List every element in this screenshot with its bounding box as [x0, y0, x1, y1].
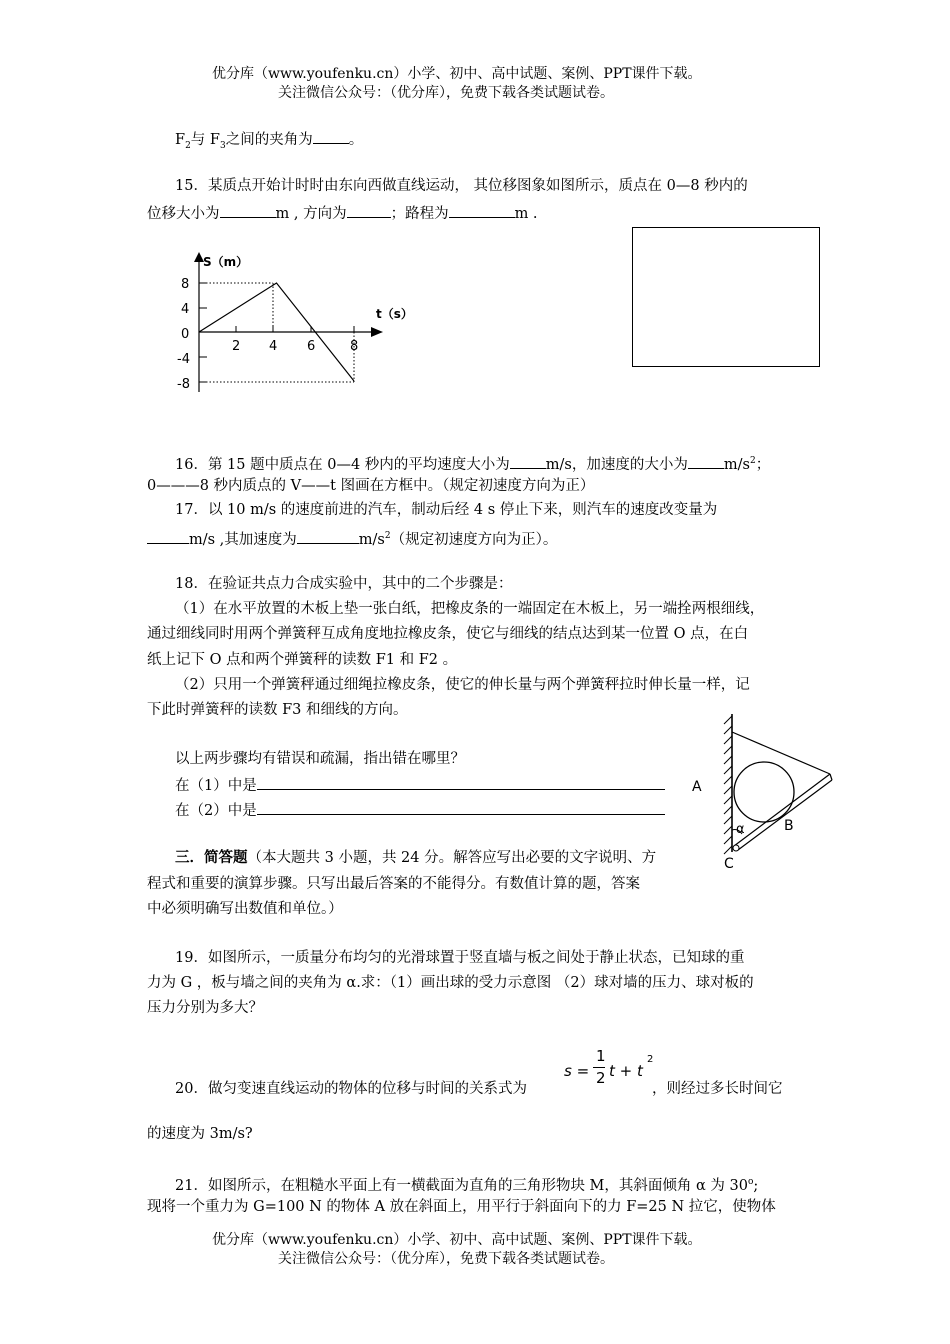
vt-answer-box[interactable] — [632, 227, 820, 367]
y-tick-label: 8 — [181, 277, 190, 292]
q19-line-2: 力为 G ，板与墙之间的夹角为 α.求：（1）画出球的受力示意图 （2）球对墙的压力、球对板的 — [147, 975, 754, 991]
section-3-heading: 三．简答题（本大题共 3 小题，共 24 分。解答应写出必要的文字说明、方 — [175, 849, 657, 866]
header-line-2: 关注微信公众号：（优分库），免费下载各类试题试卷。 — [278, 85, 614, 101]
x-tick-label: 2 — [232, 339, 241, 354]
label-a: A — [692, 779, 702, 795]
answer-blank[interactable] — [688, 453, 724, 469]
ball — [734, 762, 794, 822]
answer-blank[interactable] — [510, 453, 546, 469]
q20-line-1a: 20．做匀变速直线运动的物体的位移与时间的关系式为 — [175, 1081, 527, 1097]
q17-line-2: m/s ,其加速度为 $m/s^2$（规定初速度方向为正）。 — [147, 526, 557, 550]
header-line-1: 优分库（www.youfenku.cn）小学、初中、高中试题、案例、PPT课件下载。 — [212, 66, 702, 82]
q21-line-1: 21．如图所示，在粗糙水平面上有一横截面为直角的三角形物块 M，其斜面倾角 α 为 30$^o$; — [175, 1177, 759, 1194]
answer-blank[interactable] — [449, 202, 515, 218]
q16-line-1: 16．第 15 题中质点在 0—4 秒内的平均速度大小为 m/s，加速度的大小为 $m/s^2$； — [175, 451, 770, 475]
q18-line-5: （2）只用一个弹簧秤通过细绳拉橡皮条，使它的伸长量与两个弹簧秤拉时伸长量一样，记 — [175, 677, 750, 693]
label-b: B — [784, 818, 794, 834]
q20-line-1b: ，则经过多长时间它 — [652, 1081, 783, 1097]
answer-blank[interactable] — [297, 528, 359, 544]
y-tick-label: 4 — [181, 302, 190, 317]
q18-line-3: 通过细线同时用两个弹簧秤互成角度地拉橡皮条，使它与细线的结点达到某一位置 O 点，在白 — [147, 626, 749, 642]
x-axis-arrow — [371, 327, 383, 337]
footer-line-2: 关注微信公众号：（优分库），免费下载各类试题试卷。 — [278, 1251, 614, 1267]
q18-line-8: 在（1）中是 — [175, 774, 665, 796]
x-tick-label: 4 — [269, 339, 278, 354]
answer-blank[interactable] — [257, 799, 665, 815]
answer-blank[interactable] — [220, 202, 276, 218]
q15-line-2: 位移大小为 m , 方向为 ；路程为 m . — [147, 202, 538, 224]
q14-tail: $F_2$与 $F_3$之间的夹角为 。 — [175, 128, 363, 156]
footer-line-1: 优分库（www.youfenku.cn）小学、初中、高中试题、案例、PPT课件下载。 — [212, 1232, 702, 1248]
q21-line-2: 现将一个重力为 G=100 N 的物体 A 放在斜面上，用平行于斜面向下的力 F=25 N 拉它，使物体 — [147, 1199, 776, 1215]
x-tick-label: 6 — [307, 339, 316, 354]
section-3-line-2: 程式和重要的演算步骤。只写出最后答案的不能得分。有数值计算的题，答案 — [147, 876, 640, 892]
q18-line-4: 纸上记下 O 点和两个弹簧秤的读数 F1 和 F2 。 — [147, 652, 458, 668]
q20-line-2: 的速度为 3m/s? — [147, 1126, 253, 1142]
answer-blank[interactable] — [147, 528, 189, 544]
label-c: C — [724, 856, 734, 872]
q18-line-7: 以上两步骤均有错误和疏漏，指出错在哪里？ — [175, 751, 465, 767]
y-tick-label: -8 — [177, 377, 190, 392]
q18-line-2: （1）在水平放置的木板上垫一张白纸，把橡皮条的一端固定在木板上，另一端拴两根细线， — [175, 601, 765, 617]
displacement-time-graph — [170, 248, 420, 400]
y-tick-label: 0 — [181, 327, 190, 342]
wall-hatching — [724, 716, 732, 854]
q15-line-1: 15．某质点开始计时时由东向西做直线运动， 其位移图象如图所示，质点在 0—8 秒内的 — [175, 178, 748, 194]
label-alpha: α — [736, 822, 745, 837]
answer-blank[interactable] — [313, 128, 349, 144]
ball-wall-board-figure — [690, 712, 840, 874]
q18-line-6: 下此时弹簧秤的读数 F3 和细线的方向。 — [147, 702, 408, 718]
q17-line-1: 17．以 10 m/s 的速度前进的汽车，制动后经 4 s 停止下来，则汽车的速度改变量为 — [175, 502, 718, 518]
q19-line-1: 19．如图所示，一质量分布均匀的光滑球置于竖直墙与板之间处于静止状态，已知球的重 — [175, 950, 745, 966]
q18-line-1: 18．在验证共点力合成实验中，其中的二个步骤是： — [175, 576, 513, 592]
q16-line-2: 0———8 秒内质点的 V——t 图画在方框中。（规定初速度方向为正） — [147, 478, 595, 494]
answer-blank[interactable] — [257, 774, 665, 790]
y-tick-label: -4 — [177, 352, 190, 367]
board — [734, 774, 830, 846]
y-axis-label: S（m） — [203, 255, 249, 269]
x-axis-label: t（s） — [376, 307, 413, 321]
q18-line-9: 在（2）中是 — [175, 799, 665, 821]
q19-line-3: 压力分别为多大？ — [147, 1000, 263, 1016]
section-3-line-3: 中必须明确写出数值和单位。） — [147, 901, 343, 917]
hinge — [733, 845, 739, 851]
answer-blank[interactable] — [347, 202, 391, 218]
q20-formula: s = 1 2 t + t 2 — [564, 1047, 654, 1087]
x-tick-label: 8 — [350, 339, 359, 354]
